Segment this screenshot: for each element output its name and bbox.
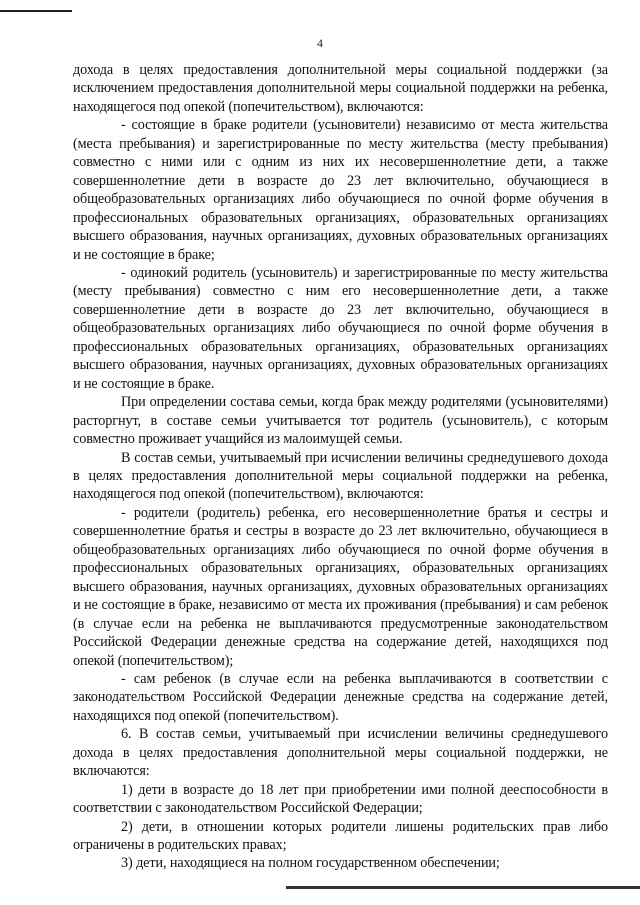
paragraph: дохода в целях предоставления дополнительной меры социальной поддержки (за исключением предоставления дополнительной меры социальной поддержки на ребенка, находящегося под опекой (попечительством), включаются: (73, 62, 608, 115)
paragraph: При определении состава семьи, когда брак между родителями (усыновителями) расторгнут, в составе семьи учитывается тот родитель (усыновитель), с которым совместно проживает учащийся из малоимущей семьи. (73, 394, 608, 448)
paragraph: В состав семьи, учитываемый при исчислении величины среднедушевого дохода в целях предоставления дополнительной меры социальной поддержки на ребенка, находящегося под опекой (попечительством), включаются: (73, 449, 608, 503)
document-body (73, 61, 608, 873)
paragraph: - одинокий родитель (усыновитель) и зарегистрированные по месту жительства (месту пребывания) совместно с ним его несовершеннолетние дети, а также совершеннолетние дети в возрасте до 23 лет включительно, обучающиеся в общеобразовательных организациях либо обучающиеся по очной форме обучения в профессиональных образовательных организациях, образовательных организациях высшего образования, научных организациях, духовных образовательных организациях и не состоящие в браке. (73, 264, 608, 392)
paragraph: 6. В состав семьи, учитываемый при исчислении величины среднедушевого дохода в целях предоставления дополнительной меры социальной поддержки, не включаются: (73, 726, 608, 780)
paragraph: 1) дети в возрасте до 18 лет при приобретении ими полной дееспособности в соответствии с законодательством Российской Федерации; (73, 781, 608, 817)
paragraph: - сам ребенок (в случае если на ребенка выплачиваются в соответствии с законодательством Российской Федерации денежные средства на содержание детей, находящихся под опекой (попечительством). (73, 670, 608, 724)
paragraph: - родители (родитель) ребенка, его несовершеннолетние братья и сестры и совершеннолетние братья и сестры в возрасте до 23 лет включительно, обучающиеся в общеобразовательных организациях либо обучающиеся по очной форме обучения в профессиональных образовательных организациях, образовательных организациях высшего образования, научных организациях, духовных образовательных организациях и не состоящие в браке, независимо от места их проживания (пребывания) и сам ребенок (в случае если на ребенка не выплачиваются предусмотренные законодательством Российской Федерации денежные средства на содержание детей, находящихся под опекой (попечительством); (73, 504, 608, 669)
scan-edge-line (286, 886, 640, 889)
page-number: 4 (317, 36, 323, 50)
paragraph: - состоящие в браке родители (усыновители) независимо от места жительства (места пребывания) и зарегистрированные по месту жительства (месту пребывания) совместно с ними или с одним из них их несовершеннолетние дети, а также совершеннолетние дети в возрасте до 23 лет включительно, обучающиеся в общеобразовательных организациях либо обучающиеся по очной форме обучения в профессиональных образовательных организациях, образовательных организациях высшего образования, научных организациях, духовных образовательных организациях и не состоящие в браке; (73, 117, 608, 263)
scan-edge-line (0, 10, 72, 12)
paragraph: 2) дети, в отношении которых родители лишены родительских прав либо ограничены в родительских правах; (73, 818, 608, 854)
paragraph: 3) дети, находящиеся на полном государственном обеспечении; (121, 855, 500, 872)
